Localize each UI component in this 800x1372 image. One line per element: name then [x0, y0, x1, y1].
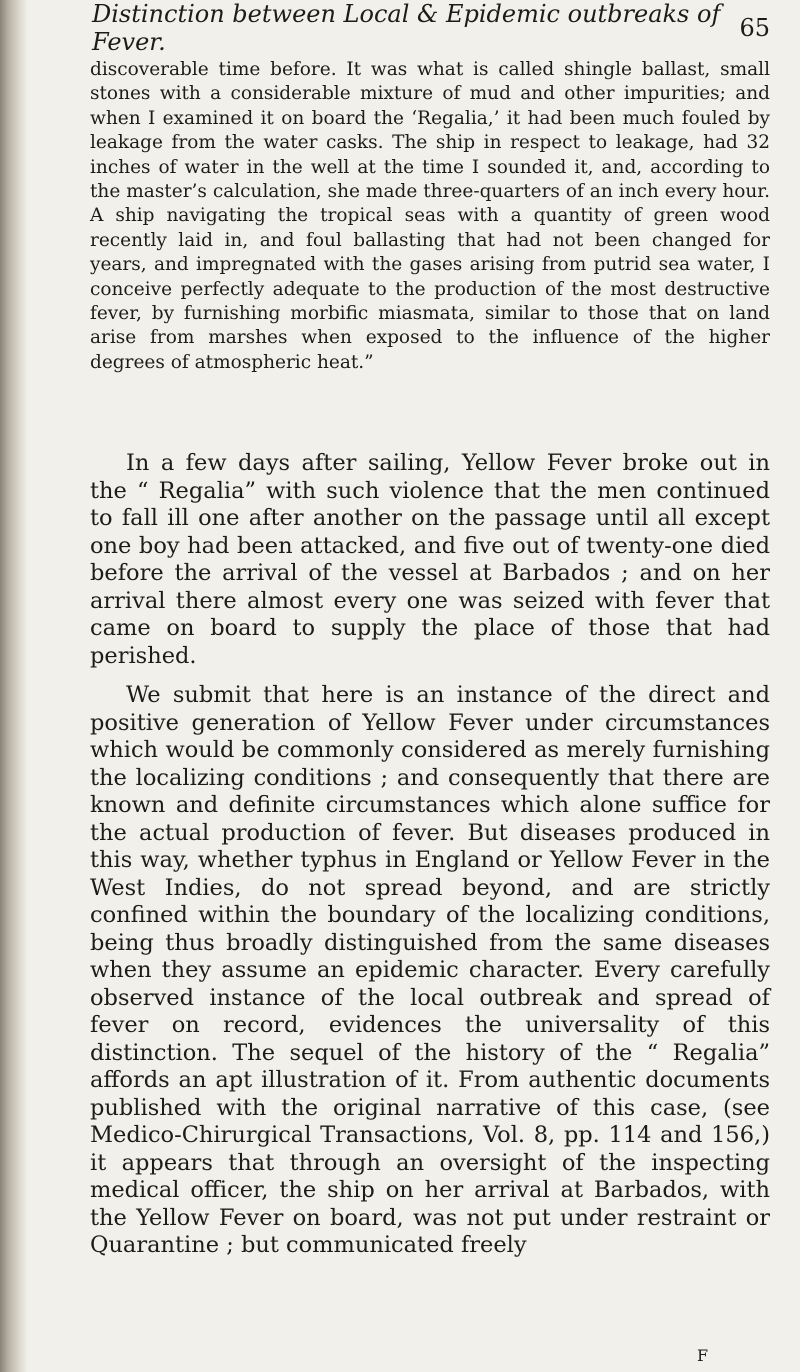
- page-number: 65: [739, 14, 770, 42]
- quotation-block: [90, 58, 770, 375]
- signature-mark: F: [697, 1346, 709, 1365]
- paragraph-outbreak-account: In a few days after sailing, Yellow Fever broke out in the “ Regalia” with such violence that the men continued to fall ill one after another on the passage until all except one boy had been attacked, and five out of twenty-one died before the arrival of the vessel at Barbados ; and on her arrival there almost every one was seized with fever that came on board to supply the place of those that had perished.: [90, 450, 770, 669]
- paragraph-argument: We submit that here is an instance of the direct and positive generation of Yellow Fever under circumstances which would be commonly considered as merely furnishing the localizing conditions ; and consequently that there are known and definite circumstances which alone suffice for the actual production of fever. But diseases produced in this way, whether typhus in England or Yellow Fever in the West Indies, do not spread beyond, and are strictly confined within the boundary of the localizing conditions, being thus broadly distinguished from the same diseases when they assume an epidemic character. Every carefully observed instance of the local outbreak and spread of fever on record, evidences the universality of this distinction. The sequel of the history of the “ Regalia” affords an apt illustration of it. From authentic documents published with the original narrative of this case, (see Medico-Chirurgical Transactions, Vol. 8, pp. 114 and 156,) it appears that through an oversight of the inspecting medical officer, the ship on her arrival at Barbados, with the Yellow Fever on board, was not put under restraint or Quarantine ; but communicated freely: [90, 682, 770, 1258]
- page-gutter-shadow: [0, 0, 28, 1372]
- running-title: Distinction between Local & Epidemic outbreaks of Fever.: [92, 0, 721, 56]
- page-header: [92, 0, 770, 56]
- quotation-paragraph: discoverable time before. It was what is called shingle ballast, small stones with a considerable mixture of mud and other impurities; and when I examined it on board the ‘Regalia,’ it had been much fouled by leakage from the water casks. The ship in respect to leakage, had 32 inches of water in the well at the time I sounded it, and, according to the master’s calculation, she made three-quarters of an inch every hour. A ship navigating the tropical seas with a quantity of green wood recently laid in, and foul ballasting that had not been changed for years, and impregnated with the gases arising from putrid sea water, I conceive perfectly adequate to the production of the most destructive fever, by furnishing morbific miasmata, similar to those that on land arise from marshes when exposed to the influence of the higher degrees of atmospheric heat.”: [90, 59, 770, 373]
- main-text-block: [90, 450, 770, 1260]
